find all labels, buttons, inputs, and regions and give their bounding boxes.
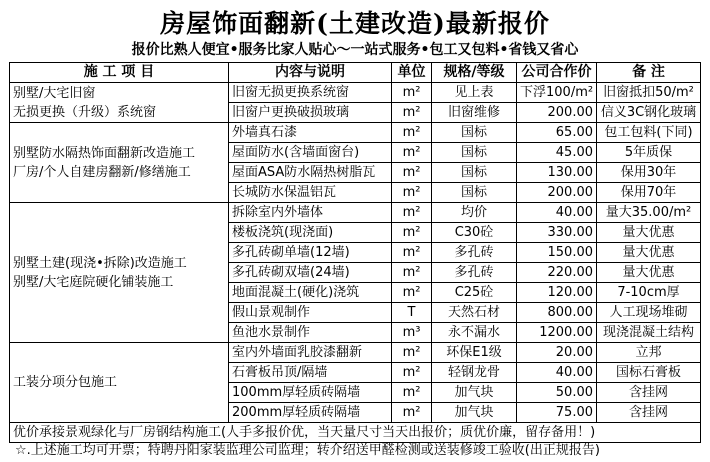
footer-note: ☆.上述施工均可开票；特聘丹阳家装监理公司监理；转介绍送甲醛检测或送装修竣工验收(出正规报告): [15, 443, 600, 458]
item-cell: 屋面防水(含墙面窗台): [229, 143, 392, 163]
project-line: 别墅/大宅庭院硬化铺装施工: [13, 274, 174, 290]
item-cell: 旧窗无损更换系统窗: [229, 83, 392, 103]
note-cell: 量大优惠: [597, 243, 701, 263]
price-cell: 50.00: [517, 383, 597, 403]
project-cell: [10, 123, 229, 203]
project-line: 无损更换（升级）系统窗: [13, 104, 157, 120]
price-cell: 65.00: [517, 123, 597, 143]
project-line: 别墅土建(现浇•拆除)改造施工: [13, 255, 187, 271]
page-title: 房屋饰面翻新(土建改造)最新报价: [160, 9, 550, 38]
project-line: 工装分项分包施工: [13, 375, 118, 390]
table-row: [10, 83, 701, 103]
price-table: [9, 62, 701, 443]
header-note: 备 注: [597, 63, 701, 83]
item-cell: 旧窗户更换破损玻璃: [229, 103, 392, 123]
spec-cell: C25砼: [432, 283, 517, 303]
unit-cell: m²: [392, 223, 432, 243]
spec-cell: 国标: [432, 123, 517, 143]
note-cell: 含挂网: [597, 383, 701, 403]
unit-cell: m²: [392, 263, 432, 283]
unit-cell: m²: [392, 203, 432, 223]
item-cell: 外墙真石漆: [229, 123, 392, 143]
item-cell: 鱼池水景制作: [229, 323, 392, 343]
item-cell: 屋面ASA防水隔热树脂瓦: [229, 163, 392, 183]
price-cell: 800.00: [517, 303, 597, 323]
item-cell: 石膏板吊顶/隔墙: [229, 363, 392, 383]
spec-cell: 永不漏水: [432, 323, 517, 343]
header-spec: 规格/等级: [432, 63, 517, 83]
note-cell: 现浇混凝土结构: [597, 323, 701, 343]
table-body: [10, 83, 701, 423]
unit-cell: m²: [392, 403, 432, 423]
note-cell: 含挂网: [597, 403, 701, 423]
unit-cell: m²: [392, 123, 432, 143]
unit-cell: m²: [392, 183, 432, 203]
table-row: [10, 203, 701, 223]
item-cell: 楼板浇筑(现浇面): [229, 223, 392, 243]
project-line: 别墅防水隔热饰面翻新改造施工: [13, 145, 196, 161]
note-cell: 量大优惠: [597, 263, 701, 283]
price-cell: 150.00: [517, 243, 597, 263]
price-cell: 220.00: [517, 263, 597, 283]
unit-cell: m²: [392, 383, 432, 403]
item-cell: 200mm厚轻质砖隔墙: [229, 403, 392, 423]
project-cell: [10, 203, 229, 343]
note-cell: 量大35.00/m²: [597, 203, 701, 223]
spec-cell: 国标: [432, 143, 517, 163]
item-cell: 室内外墙面乳胶漆翻新: [229, 343, 392, 363]
spec-cell: 加气块: [432, 403, 517, 423]
header-unit: 单位: [392, 63, 432, 83]
price-cell: 75.00: [517, 403, 597, 423]
price-cell: 40.00: [517, 203, 597, 223]
note-cell: 人工现场堆砌: [597, 303, 701, 323]
page-subtitle: 报价比熟人便宜•服务比家人贴心～一站式服务•包工又包料•省钱又省心: [131, 42, 579, 58]
spec-cell: 加气块: [432, 383, 517, 403]
spec-cell: 国标: [432, 183, 517, 203]
note-cell: 国标石膏板: [597, 363, 701, 383]
price-cell: 20.00: [517, 343, 597, 363]
note-cell: 保用70年: [597, 183, 701, 203]
header-content: 内容与说明: [229, 63, 392, 83]
note-cell: 旧窗抵扣50/m²: [597, 83, 701, 103]
header-project: 施 工 项 目: [10, 63, 229, 83]
item-cell: 多孔砖砌单墙(12墙): [229, 243, 392, 263]
spec-cell: 轻钢龙骨: [432, 363, 517, 383]
item-cell: 100mm厚轻质砖隔墙: [229, 383, 392, 403]
note-cell: 5年质保: [597, 143, 701, 163]
spec-cell: 多孔砖: [432, 263, 517, 283]
project-cell: [10, 343, 229, 423]
note-row-text: 优价承接景观绿化与厂房钢结构施工(人手多报价优，当天量尺寸当天出报价；质优价廉，留存备用！): [10, 423, 701, 443]
price-cell: 330.00: [517, 223, 597, 243]
project-line: 厂房/个人自建房翻新/修缮施工: [13, 164, 191, 180]
table-row: [10, 343, 701, 363]
unit-cell: m²: [392, 243, 432, 263]
price-cell: 200.00: [517, 183, 597, 203]
spec-cell: 天然石材: [432, 303, 517, 323]
note-cell: 7-10cm厚: [597, 283, 701, 303]
spec-cell: 均价: [432, 203, 517, 223]
unit-cell: m²: [392, 103, 432, 123]
note-cell: 包工包料(下同): [597, 123, 701, 143]
table-row: [10, 123, 701, 143]
spec-cell: 国标: [432, 163, 517, 183]
project-cell: [10, 83, 229, 123]
table-header-row: [10, 63, 701, 83]
price-cell: 45.00: [517, 143, 597, 163]
unit-cell: m³: [392, 323, 432, 343]
price-cell: 下浮100/m²: [517, 83, 597, 103]
unit-cell: m²: [392, 83, 432, 103]
unit-cell: m²: [392, 283, 432, 303]
project-line: 别墅/大宅旧窗: [13, 85, 96, 101]
note-cell: 立邦: [597, 343, 701, 363]
note-cell: 保用30年: [597, 163, 701, 183]
unit-cell: T: [392, 303, 432, 323]
header-price: 公司合作价: [517, 63, 597, 83]
item-cell: 多孔砖砌双墙(24墙): [229, 263, 392, 283]
spec-cell: 见上表: [432, 83, 517, 103]
note-cell: 量大优惠: [597, 223, 701, 243]
price-cell: 130.00: [517, 163, 597, 183]
item-cell: 长城防水保温铝瓦: [229, 183, 392, 203]
unit-cell: m²: [392, 163, 432, 183]
item-cell: 地面混凝土(硬化)浇筑: [229, 283, 392, 303]
unit-cell: m²: [392, 343, 432, 363]
item-cell: 拆除室内外墙体: [229, 203, 392, 223]
price-cell: 120.00: [517, 283, 597, 303]
unit-cell: m²: [392, 363, 432, 383]
price-cell: 1200.00: [517, 323, 597, 343]
spec-cell: 环保E1级: [432, 343, 517, 363]
spec-cell: 多孔砖: [432, 243, 517, 263]
note-cell: 信义3C钢化玻璃: [597, 103, 701, 123]
unit-cell: m²: [392, 143, 432, 163]
spec-cell: C30砼: [432, 223, 517, 243]
item-cell: 假山景观制作: [229, 303, 392, 323]
spec-cell: 旧窗维修: [432, 103, 517, 123]
price-cell: 40.00: [517, 363, 597, 383]
price-cell: 200.00: [517, 103, 597, 123]
